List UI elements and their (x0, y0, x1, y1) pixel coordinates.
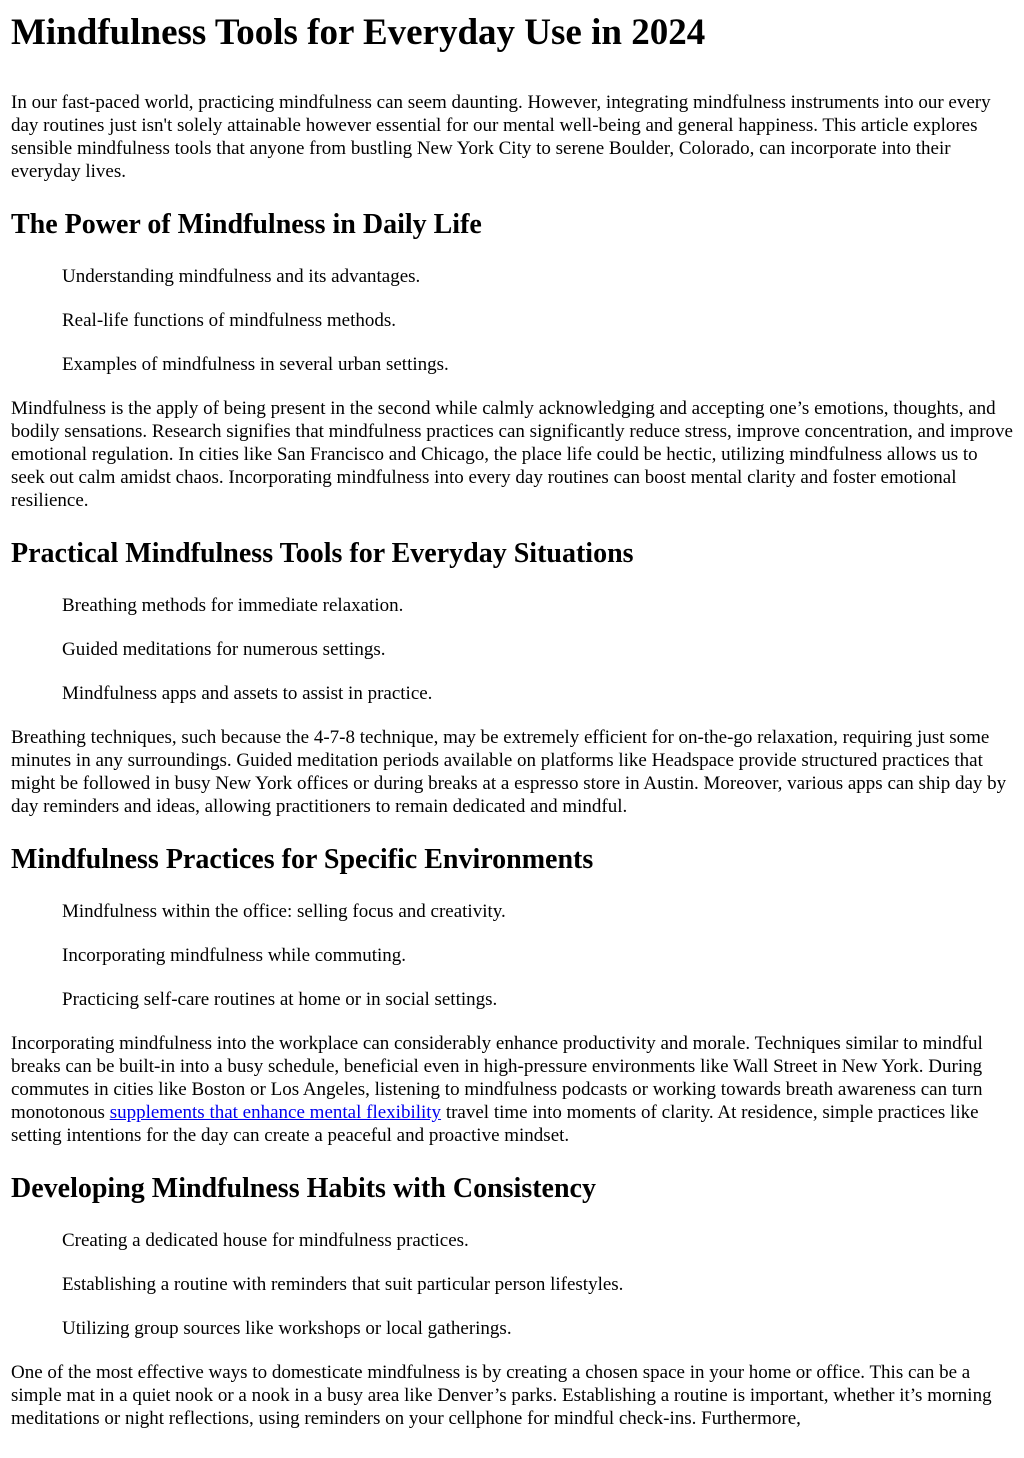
section-heading: Mindfulness Practices for Specific Environments (11, 843, 594, 875)
list-item: Mindfulness within the office: selling focus and creativity. (62, 901, 506, 923)
key-points-list (62, 594, 1014, 705)
section-body: Breathing techniques, such because the 4-7-8 technique, may be extremely efficient for on-the-go relaxation, requiring just some minutes in any surroundings. Guided meditation periods available on platforms like Headspace provide structured practices that might be followed in busy New York offices or during breaks at a espresso store in Austin. Moreover, various apps can ship day by day reminders and ideas, allowing practitioners to remain dedicated and mindful. (11, 726, 1007, 817)
supplements-link[interactable]: supplements that enhance mental flexibility (109, 1102, 442, 1124)
section-specific-environments (11, 844, 1014, 1147)
article (0, 12, 1024, 1430)
list-item: Utilizing group sources like workshops or local gatherings. (62, 1318, 512, 1340)
page-title: Mindfulness Tools for Everyday Use in 2024 (11, 12, 706, 53)
list-item: Incorporating mindfulness while commuting. (62, 945, 407, 967)
section-body: Mindfulness is the apply of being present in the second while calmly acknowledging and accepting one’s emotions, thoughts, and bodily sensations. Research signifies that mindfulness practices can significantly reduce stress, improve concentration, and improve emotional regulation. In cities like San Francisco and Chicago, the place life could be hectic, utilizing mindfulness allows us to seek out calm amidst chaos. Incorporating mindfulness into every day routines can boost mental clarity and foster emotional resilience. (11, 397, 1013, 511)
section-body: One of the most effective ways to domesticate mindfulness is by creating a chosen space in your home or office. This can be a simple mat in a quiet nook or a nook in a busy area like Denver’s parks. Establishing a routine is important, whether it’s morning meditations or night reflections, using reminders on your cellphone for mindful check-ins. Furthermore, (11, 1362, 992, 1430)
key-points-list (62, 1229, 1014, 1340)
body-text-after-link: travel time into moments of clarity. At residence, simple practices like setting intentions for the day can create a peaceful and proactive mindset. (11, 1102, 979, 1147)
section-practical-tools (11, 538, 1014, 818)
list-item: Examples of mindfulness in several urban settings. (62, 353, 449, 375)
list-item: Real-life functions of mindfulness methods. (62, 309, 397, 331)
list-item: Understanding mindfulness and its advantages. (62, 265, 421, 287)
list-item: Mindfulness apps and assets to assist in practice. (62, 682, 433, 704)
list-item: Breathing methods for immediate relaxation. (62, 594, 404, 616)
list-item: Practicing self-care routines at home or in social settings. (62, 989, 498, 1011)
list-item: Guided meditations for numerous settings. (62, 638, 386, 660)
section-heading: The Power of Mindfulness in Daily Life (11, 208, 482, 240)
intro-paragraph: In our fast-paced world, practicing mindfulness can seem daunting. However, integrating mindfulness instruments into our every day routines just isn't solely attainable however essential for our mental well-being and general happiness. This article explores sensible mindfulness tools that anyone from bustling New York City to serene Boulder, Colorado, can incorporate into their everyday lives. (11, 91, 991, 182)
section-body (11, 1032, 1014, 1147)
section-power-of-mindfulness (11, 209, 1014, 512)
section-developing-habits (11, 1173, 1014, 1430)
body-text-before-link: Incorporating mindfulness into the workplace can considerably enhance productivity and morale. Techniques similar to mindful breaks can be built-in into a busy schedule, beneficial even in high-pressure environments like Wall Street in New York. During commutes in cities like Boston or Los Angeles, listening to mindfulness podcasts or working towards breath awareness can turn monotonous (11, 1033, 983, 1124)
list-item: Establishing a routine with reminders that suit particular person lifestyles. (62, 1274, 624, 1296)
list-item: Creating a dedicated house for mindfulness practices. (62, 1230, 469, 1252)
section-heading: Practical Mindfulness Tools for Everyday Situations (11, 537, 634, 569)
section-heading: Developing Mindfulness Habits with Consistency (11, 1173, 596, 1205)
key-points-list (62, 265, 1014, 376)
key-points-list (62, 900, 1014, 1011)
